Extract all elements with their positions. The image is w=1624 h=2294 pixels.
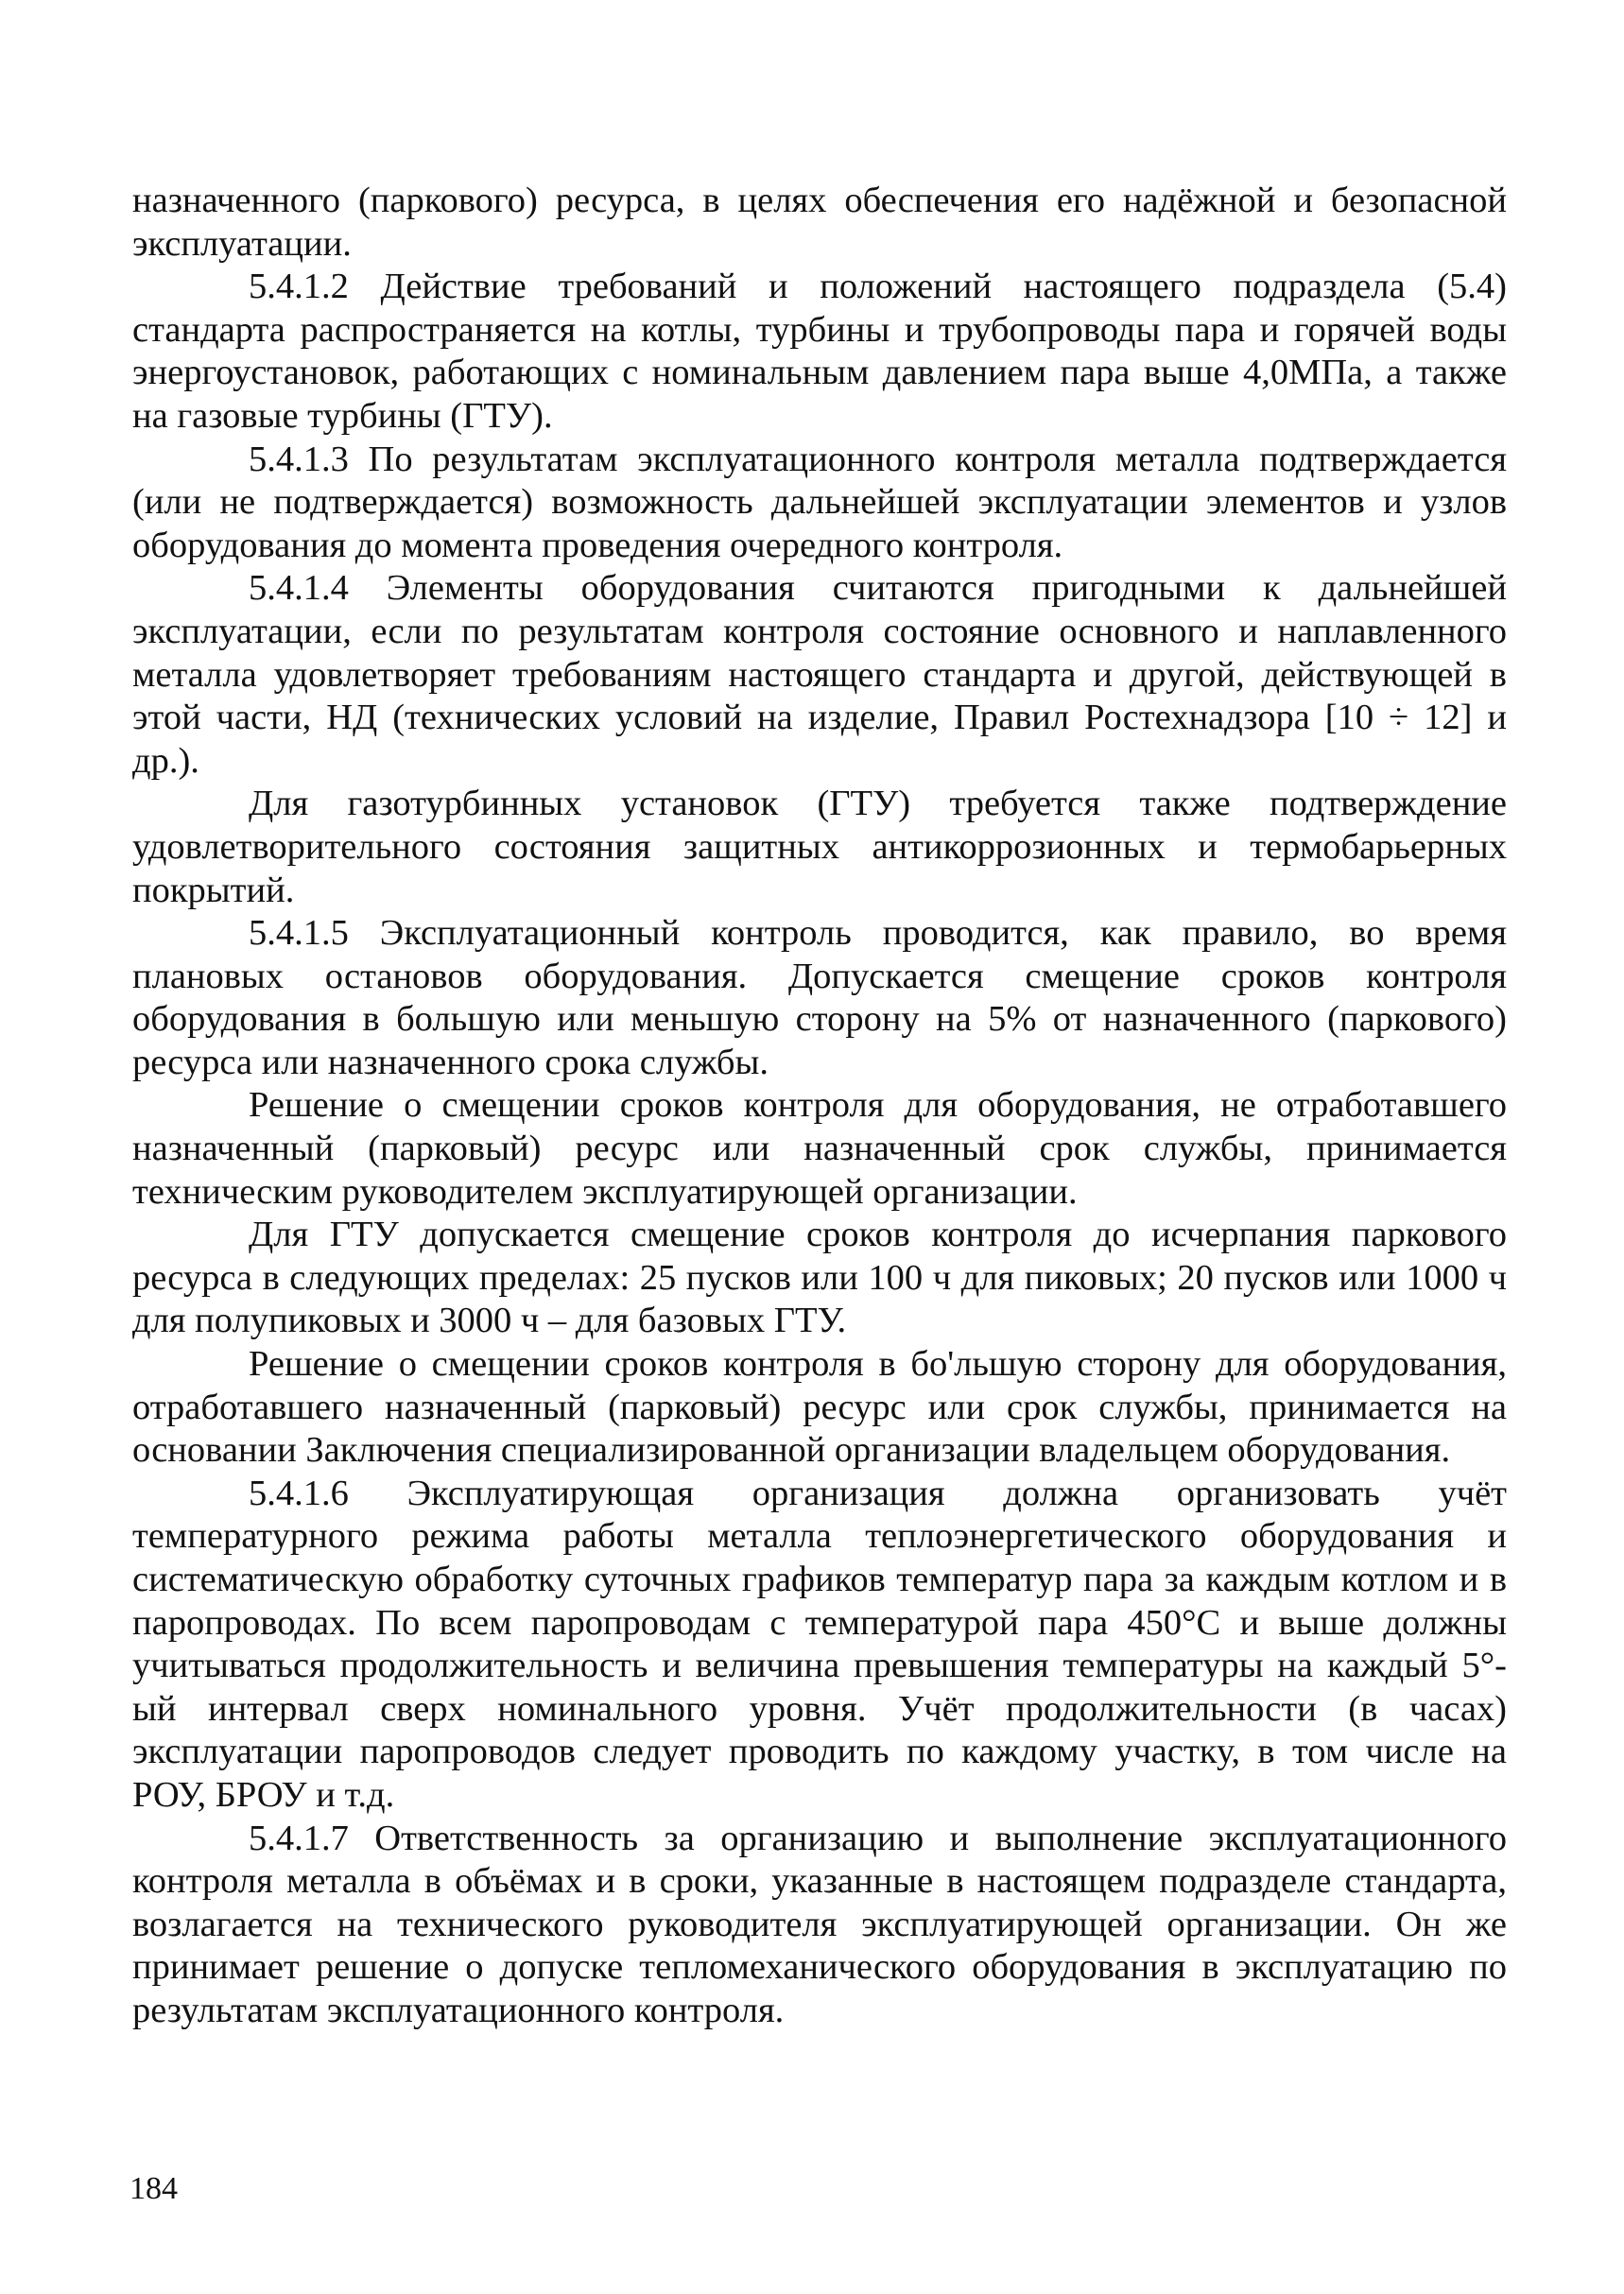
paragraph-5-4-1-5: 5.4.1.5 Эксплуатационный контроль проводится, как правило, во время плановых остановов оборудования. Допускается смещение сроков контроля оборудования в большую или меньшую сторону на 5% от назначенного (паркового) ресурса или назначенного срока службы. xyxy=(132,913,1507,1082)
paragraph-5-4-1-2: 5.4.1.2 Действие требований и положений настоящего подраздела (5.4) стандарта распространяется на котлы, турбины и трубопроводы пара и горячей воды энергоустановок, работающих с номинальным давлением пара выше 4,0МПа, а также на газовые турбины (ГТУ). xyxy=(132,267,1507,436)
paragraph-gtu-shift-limits: Для ГТУ допускается смещение сроков контроля до исчерпания паркового ресурса в следующих пределах: 25 пусков или 100 ч для пиковых; 20 пусков или 1000 ч для полупиковых и 3000 ч – для базовых ГТУ. xyxy=(132,1215,1507,1341)
paragraph-5-4-1-4: 5.4.1.4 Элементы оборудования считаются пригодными к дальнейшей эксплуатации, если по результатам контроля состояние основного и наплавленного металла удовлетворяет требованиям настоящего стандарта и другой, действующей в этой части, НД (технических условий на изделие, Правил Ростехнадзора [10 ÷ 12] и др.). xyxy=(132,568,1507,781)
paragraph-decision-not-expired: Решение о смещении сроков контроля для оборудования, не отработавшего назначенный (парковый) ресурс или назначенный срок службы, принимается техническим руководителем эксплуатирующей организации. xyxy=(132,1085,1507,1212)
paragraph-continuation: назначенного (паркового) ресурса, в целях обеспечения его надёжной и безопасной эксплуатации. xyxy=(132,181,1507,264)
page-body xyxy=(132,180,1507,2033)
paragraph-5-4-1-6: 5.4.1.6 Эксплуатирующая организация должна организовать учёт температурного режима работы металла теплоэнергетического оборудования и систематическую обработку суточных графиков температур пара за каждым котлом и в паропроводах. По всем паропроводам с температурой пара 450°С и выше должны учитываться продолжительность и величина превышения температуры на каждый 5°-ый интервал сверх номинального уровня. Учёт продолжительности (в часах) эксплуатации паропроводов следует проводить по каждому участку, в том числе на РОУ, БРОУ и т.д. xyxy=(132,1473,1507,1815)
paragraph-5-4-1-7: 5.4.1.7 Ответственность за организацию и выполнение эксплуатационного контроля металла в объёмах и в сроки, указанные в настоящем подразделе стандарта, возлагается на технического руководителя эксплуатирующей организации. Он же принимает решение о допуске тепломеханического оборудования в эксплуатацию по результатам эксплуатационного контроля. xyxy=(132,1818,1507,2030)
paragraph-decision-expired: Решение о смещении сроков контроля в бо'льшую сторону для оборудования, отработавшего назначенный (парковый) ресурс или срок службы, принимается на основании Заключения специализированной организации владельцем оборудования. xyxy=(132,1344,1507,1471)
paragraph-5-4-1-3: 5.4.1.3 По результатам эксплуатационного контроля металла подтверждается (или не подтверждается) возможность дальнейшей эксплуатации элементов и узлов оборудования до момента проведения очередного контроля. xyxy=(132,439,1507,565)
paragraph-gtu-coatings: Для газотурбинных установок (ГТУ) требуется также подтверждение удовлетворительного состояния защитных антикоррозионных и термобарьерных покрытий. xyxy=(132,784,1507,910)
page-number: 184 xyxy=(130,2171,178,2206)
